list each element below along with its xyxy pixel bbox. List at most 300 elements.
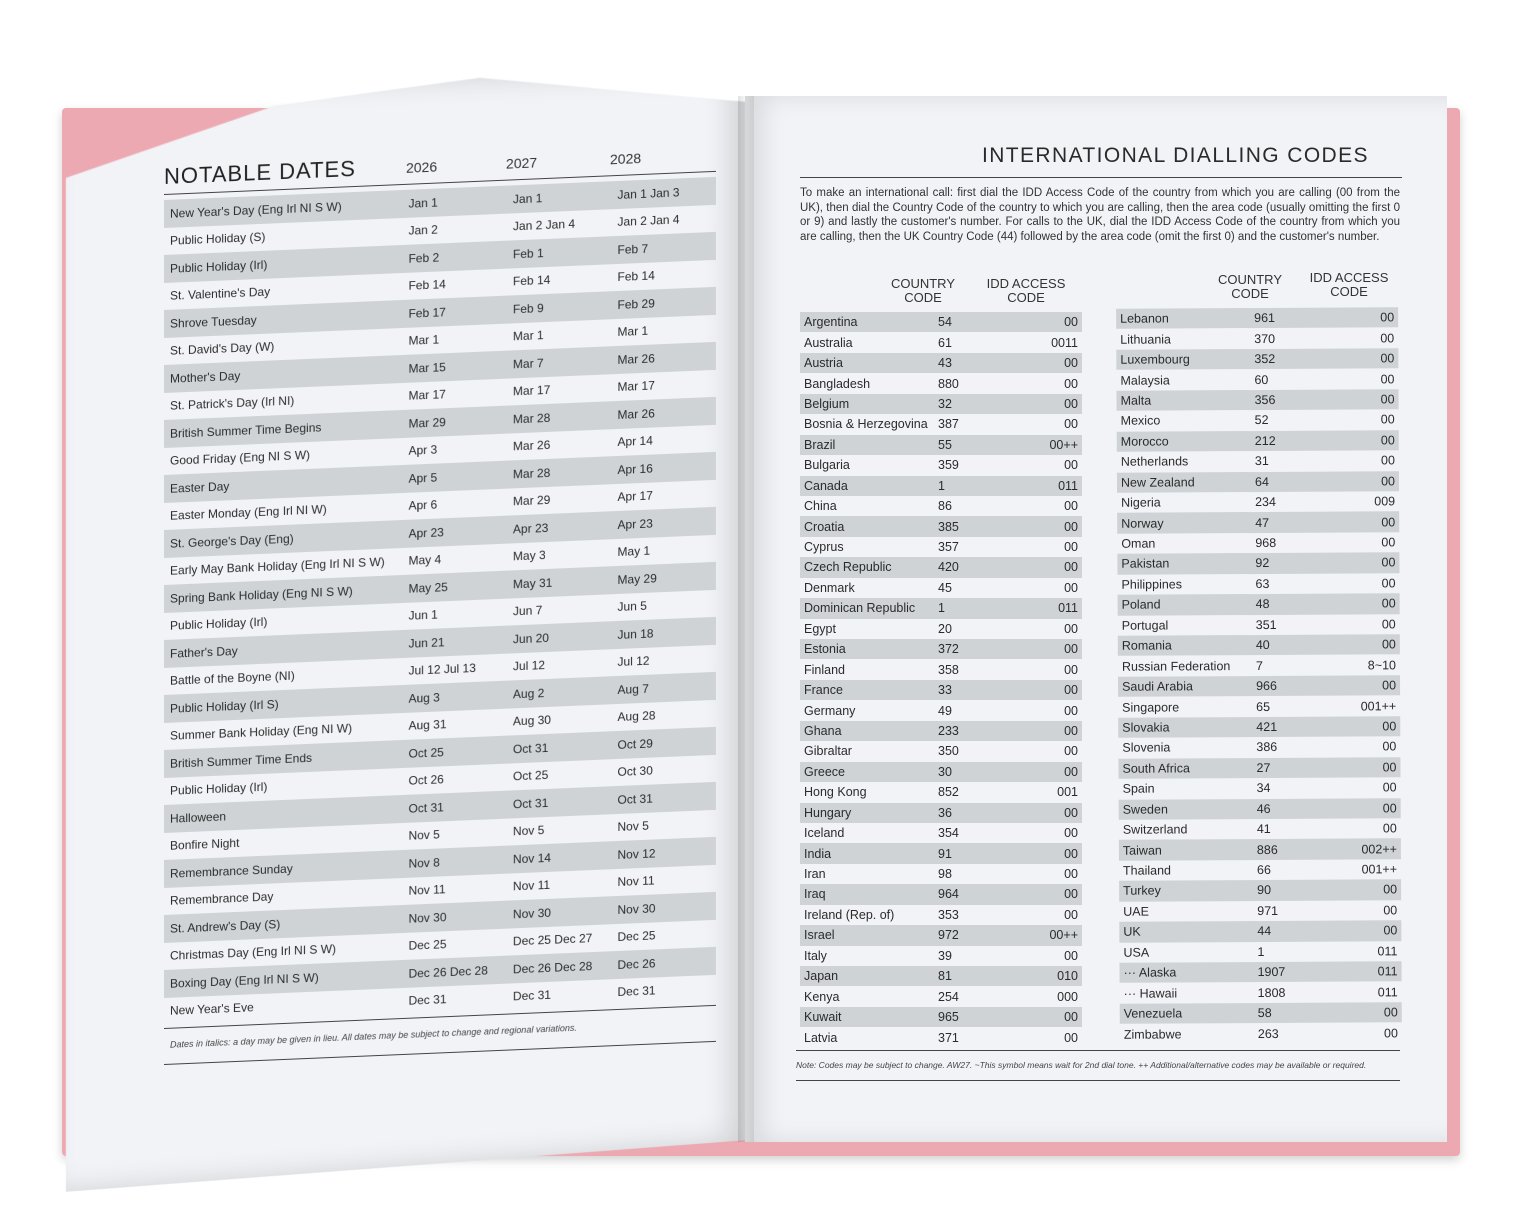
date-2027: Mar 17 bbox=[512, 383, 551, 399]
country-code: 965 bbox=[938, 1010, 959, 1025]
event-name: Remembrance Sunday bbox=[170, 861, 293, 881]
country-code: 1907 bbox=[1257, 965, 1286, 980]
country-code: 233 bbox=[938, 723, 959, 738]
date-2028: May 1 bbox=[617, 543, 651, 560]
event-name: British Summer Time Ends bbox=[170, 750, 313, 771]
dialling-code-row bbox=[1119, 777, 1401, 799]
country-name: Nigeria bbox=[1121, 495, 1161, 510]
dialling-footnote: Note: Codes may be subject to change. AW27. ~This symbol means wait for 2nd dial tone. ++ Additional/alternative codes may be available or required. bbox=[796, 1060, 1367, 1070]
date-2027: Nov 5 bbox=[512, 823, 545, 839]
dialling-code-row bbox=[1118, 716, 1400, 738]
country-name: New Zealand bbox=[1120, 475, 1195, 490]
dialling-code-row bbox=[1117, 471, 1399, 493]
country-name: Italy bbox=[804, 948, 827, 963]
country-name: ··· Hawaii bbox=[1123, 986, 1178, 1001]
date-2027: Jan 1 bbox=[512, 190, 543, 207]
dialling-code-row bbox=[800, 312, 1082, 332]
country-name: Malaysia bbox=[1120, 372, 1170, 388]
date-2028: Feb 29 bbox=[617, 296, 655, 312]
footnote-rule bbox=[796, 1080, 1400, 1081]
country-name: South Africa bbox=[1122, 761, 1190, 776]
date-2027: Mar 26 bbox=[512, 438, 551, 454]
idd-access-code: 00 bbox=[1064, 499, 1078, 514]
country-name: Luxembourg bbox=[1120, 352, 1190, 367]
date-2026: Nov 5 bbox=[408, 827, 440, 844]
dialling-code-row bbox=[800, 762, 1082, 782]
dialling-code-row bbox=[1117, 491, 1399, 513]
date-2026: Apr 3 bbox=[408, 442, 438, 459]
idd-access-code: 00 bbox=[1380, 392, 1395, 407]
dialling-code-row bbox=[1120, 961, 1402, 983]
date-2028: Feb 7 bbox=[617, 241, 649, 257]
country-code: 386 bbox=[1256, 740, 1278, 755]
dialling-code-row bbox=[800, 905, 1082, 925]
idd-access-code: 00 bbox=[1064, 642, 1078, 657]
event-name: Bonfire Night bbox=[170, 836, 240, 853]
country-name: Kuwait bbox=[804, 1010, 842, 1025]
idd-access-code: 00 bbox=[1064, 805, 1078, 820]
date-2026: Nov 8 bbox=[408, 855, 440, 871]
idd-access-code: 011 bbox=[1377, 984, 1398, 1000]
country-code: 32 bbox=[938, 396, 952, 411]
event-name: Public Holiday (Irl) bbox=[170, 614, 268, 633]
idd-access-code: 00 bbox=[1380, 330, 1395, 346]
idd-access-code: 00 bbox=[1383, 1025, 1398, 1040]
country-code: 263 bbox=[1257, 1026, 1279, 1041]
footer-rule bbox=[796, 1050, 1400, 1051]
country-code: 1 bbox=[938, 478, 945, 493]
event-name: New Year's Day (Eng Irl NI S W) bbox=[170, 199, 342, 221]
date-2028: Jul 12 bbox=[617, 653, 650, 670]
country-code: 44 bbox=[1257, 924, 1272, 939]
idd-access-code: 00 bbox=[1064, 519, 1078, 534]
idd-access-code: 00 bbox=[1064, 540, 1078, 555]
country-name: Dominican Republic bbox=[804, 601, 916, 616]
country-code: 61 bbox=[938, 335, 952, 350]
date-2026: Feb 2 bbox=[408, 250, 440, 266]
idd-access-code: 00 bbox=[1064, 723, 1078, 738]
date-2028: Mar 26 bbox=[617, 406, 655, 422]
country-name: Bulgaria bbox=[804, 458, 850, 473]
country-name: Bosnia & Herzegovina bbox=[804, 417, 928, 432]
idd-access-code: 000 bbox=[1057, 989, 1078, 1004]
country-code: 966 bbox=[1256, 679, 1277, 694]
idd-access-code: 00 bbox=[1380, 412, 1395, 427]
idd-access-code: 00 bbox=[1064, 396, 1078, 411]
date-2026: Aug 3 bbox=[408, 690, 440, 706]
country-code: 60 bbox=[1254, 372, 1269, 387]
dialling-code-row bbox=[1119, 920, 1401, 942]
idd-access-code: 00 bbox=[1381, 576, 1396, 591]
country-name: Venezuela bbox=[1123, 1006, 1183, 1021]
date-2026: Apr 23 bbox=[408, 525, 444, 541]
country-code: 55 bbox=[938, 437, 952, 452]
dialling-code-row bbox=[1118, 696, 1400, 718]
dialling-code-row bbox=[800, 659, 1082, 679]
idd-access-code: 011 bbox=[1377, 964, 1398, 979]
country-code: 353 bbox=[938, 907, 959, 922]
idd-access-code: 00++ bbox=[1049, 437, 1078, 452]
dialling-code-row bbox=[800, 721, 1082, 741]
date-2028: Apr 16 bbox=[617, 461, 653, 477]
idd-access-code: 00 bbox=[1064, 458, 1078, 473]
dialling-code-row bbox=[800, 476, 1082, 496]
date-2028: Dec 25 bbox=[617, 928, 656, 945]
dialling-code-row bbox=[1119, 880, 1401, 902]
country-code: 387 bbox=[938, 417, 959, 432]
country-name: Slovakia bbox=[1122, 720, 1170, 735]
country-code: 48 bbox=[1255, 597, 1270, 612]
date-2026: May 25 bbox=[408, 579, 448, 596]
country-code: 91 bbox=[938, 846, 952, 861]
dialling-code-row bbox=[800, 578, 1082, 598]
date-2026: Mar 1 bbox=[408, 332, 440, 349]
idd-access-code: 0011 bbox=[1051, 335, 1078, 350]
date-2028: Dec 31 bbox=[617, 983, 656, 1000]
country-code: 33 bbox=[938, 683, 952, 698]
country-name: Iceland bbox=[804, 826, 845, 841]
country-code: 41 bbox=[1256, 822, 1271, 837]
event-name: St. Valentine's Day bbox=[170, 284, 271, 303]
dialling-code-row bbox=[1117, 409, 1399, 431]
event-name: Halloween bbox=[170, 809, 227, 826]
dialling-code-row bbox=[800, 639, 1082, 659]
dialling-code-row bbox=[800, 843, 1082, 863]
country-code: 254 bbox=[938, 989, 959, 1004]
country-name: Latvia bbox=[804, 1030, 838, 1045]
date-2028: Feb 14 bbox=[617, 268, 655, 285]
dialling-code-row bbox=[800, 455, 1082, 475]
country-code: 47 bbox=[1255, 515, 1270, 530]
country-name: Argentina bbox=[804, 315, 858, 330]
country-name: UAE bbox=[1123, 904, 1149, 919]
year-2026-header: 2026 bbox=[406, 158, 438, 176]
country-name: Switzerland bbox=[1122, 822, 1188, 837]
country-code: 212 bbox=[1254, 433, 1276, 448]
country-name: Poland bbox=[1121, 597, 1161, 613]
event-name: Boxing Day (Eng Irl NI S W) bbox=[170, 970, 319, 991]
idd-access-code: 00 bbox=[1064, 580, 1078, 595]
idd-access-code: 00++ bbox=[1049, 928, 1078, 943]
country-name: Belgium bbox=[804, 396, 850, 411]
event-name: Father's Day bbox=[170, 643, 238, 661]
country-name: Gibraltar bbox=[804, 744, 852, 759]
date-2028: Apr 23 bbox=[617, 516, 653, 532]
dialling-code-row bbox=[800, 353, 1082, 373]
date-2027: Dec 25 Dec 27 bbox=[512, 931, 593, 949]
date-2027: Mar 29 bbox=[512, 493, 551, 509]
dialling-code-row bbox=[800, 435, 1082, 455]
idd-access-code: 00 bbox=[1382, 821, 1397, 836]
date-2027: Aug 2 bbox=[512, 685, 545, 702]
country-code: 34 bbox=[1256, 781, 1271, 796]
idd-access-code: 00 bbox=[1383, 923, 1398, 938]
dialling-code-row bbox=[1118, 757, 1400, 779]
date-2026: Feb 14 bbox=[408, 277, 446, 294]
country-name: Israel bbox=[804, 928, 835, 943]
idd-access-code: 011 bbox=[1377, 944, 1398, 959]
country-code: 64 bbox=[1254, 474, 1269, 489]
dialling-code-row bbox=[1119, 859, 1401, 881]
idd-access-code: 00 bbox=[1064, 867, 1078, 882]
country-code: 1 bbox=[938, 601, 945, 616]
dialling-code-row bbox=[800, 986, 1082, 1006]
country-code: 961 bbox=[1254, 311, 1276, 326]
country-code: 1 bbox=[1257, 944, 1265, 959]
country-name: Croatia bbox=[804, 519, 845, 534]
event-name: Spring Bank Holiday (Eng NI S W) bbox=[170, 583, 353, 606]
country-name: Bangladesh bbox=[804, 376, 871, 391]
country-code: 357 bbox=[938, 540, 959, 555]
dialling-code-row bbox=[1117, 512, 1399, 534]
notable-dates-title: NOTABLE DATES bbox=[164, 155, 356, 189]
idd-access-code: 00 bbox=[1064, 846, 1078, 861]
date-2028: Mar 1 bbox=[617, 323, 649, 340]
country-name: Philippines bbox=[1121, 577, 1183, 592]
dialling-code-row bbox=[800, 884, 1082, 904]
idd-access-code: 00 bbox=[1381, 555, 1396, 570]
country-code: 964 bbox=[938, 887, 959, 902]
date-2026: Nov 30 bbox=[408, 909, 447, 926]
country-code: 39 bbox=[938, 948, 952, 963]
dialling-code-row bbox=[1120, 1002, 1402, 1024]
idd-access-code: 00 bbox=[1064, 907, 1078, 922]
country-name: Egypt bbox=[804, 621, 836, 636]
country-code: 1808 bbox=[1257, 985, 1286, 1000]
country-name: Ghana bbox=[804, 723, 842, 738]
dialling-codes-column-2 bbox=[1116, 307, 1402, 1044]
book-spine bbox=[738, 96, 754, 1142]
dialling-code-row bbox=[1118, 655, 1400, 677]
date-2028: Oct 29 bbox=[617, 736, 653, 752]
country-name: Lebanon bbox=[1120, 311, 1169, 326]
date-2027: Nov 30 bbox=[512, 905, 552, 922]
event-name: St. George's Day (Eng) bbox=[170, 531, 294, 551]
country-code: 372 bbox=[938, 642, 959, 657]
country-name: Romania bbox=[1121, 638, 1172, 653]
event-name: Public Holiday (Irl) bbox=[170, 257, 268, 276]
country-name: Singapore bbox=[1122, 699, 1180, 715]
date-2026: May 4 bbox=[408, 552, 442, 569]
idd-access-code: 00 bbox=[1064, 744, 1078, 759]
country-code: 385 bbox=[938, 519, 959, 534]
country-name: Hungary bbox=[804, 805, 852, 820]
date-2027: Mar 28 bbox=[512, 465, 551, 482]
country-code: 81 bbox=[938, 969, 952, 984]
country-code-header-1: COUNTRY CODE bbox=[890, 276, 956, 305]
title-rule bbox=[800, 177, 1402, 178]
country-name: Iraq bbox=[804, 887, 826, 902]
dialling-code-row bbox=[800, 680, 1082, 700]
dialling-code-row bbox=[1116, 369, 1398, 391]
country-name: Taiwan bbox=[1122, 843, 1162, 858]
country-name: Denmark bbox=[804, 580, 855, 595]
date-2028: Jun 18 bbox=[617, 626, 654, 642]
date-2028: Nov 30 bbox=[617, 901, 656, 917]
idd-access-code: 00 bbox=[1380, 351, 1395, 366]
date-2028: Dec 26 bbox=[617, 956, 656, 972]
dialling-code-row bbox=[1120, 1023, 1402, 1045]
country-code: 66 bbox=[1256, 862, 1271, 878]
country-name: Germany bbox=[804, 703, 856, 718]
date-2027: May 31 bbox=[512, 575, 553, 592]
country-name: UK bbox=[1123, 924, 1141, 940]
date-2026: Jun 21 bbox=[408, 634, 445, 651]
event-name: Remembrance Day bbox=[170, 889, 274, 908]
dialling-code-row bbox=[1119, 839, 1401, 861]
idd-access-code: 011 bbox=[1058, 478, 1078, 493]
country-name: USA bbox=[1123, 945, 1150, 960]
date-2027: Jan 2 Jan 4 bbox=[512, 217, 576, 234]
country-code: 54 bbox=[938, 315, 952, 330]
country-code: 886 bbox=[1256, 842, 1278, 857]
dialling-code-row bbox=[1116, 348, 1398, 370]
idd-access-code: 00 bbox=[1380, 371, 1395, 386]
country-code: 421 bbox=[1256, 719, 1278, 734]
country-code: 43 bbox=[938, 356, 952, 371]
date-2028: Jan 2 Jan 4 bbox=[617, 212, 680, 230]
event-name: St. Andrew's Day (S) bbox=[170, 916, 281, 936]
idd-access-code: 00 bbox=[1380, 310, 1395, 325]
country-name: Cyprus bbox=[804, 540, 844, 555]
idd-access-code: 00 bbox=[1381, 474, 1396, 489]
dialling-code-row bbox=[800, 557, 1082, 577]
dialling-code-row bbox=[1117, 532, 1399, 554]
country-code: 46 bbox=[1256, 801, 1271, 816]
country-code: 351 bbox=[1255, 617, 1277, 632]
notable-dates-table bbox=[164, 177, 716, 1025]
country-code: 92 bbox=[1255, 556, 1270, 571]
idd-access-code: 00 bbox=[1382, 719, 1397, 734]
country-name: Estonia bbox=[804, 642, 846, 657]
country-name: Sweden bbox=[1122, 802, 1168, 817]
dialling-code-row bbox=[1118, 675, 1400, 697]
country-name: Iran bbox=[804, 867, 826, 882]
country-name: Australia bbox=[804, 335, 853, 350]
dialling-codes-column-1 bbox=[800, 312, 1082, 1048]
country-code: 356 bbox=[1254, 392, 1276, 407]
date-2027: Oct 25 bbox=[512, 768, 549, 784]
dialling-code-row bbox=[1118, 736, 1400, 758]
date-2026: Jun 1 bbox=[408, 607, 438, 624]
idd-access-code: 002++ bbox=[1361, 841, 1397, 857]
event-name: Public Holiday (Irl S) bbox=[170, 696, 279, 716]
idd-access-code: 00 bbox=[1381, 514, 1396, 529]
country-code: 352 bbox=[1254, 352, 1276, 367]
dialling-code-row bbox=[1120, 982, 1402, 1004]
date-2028: Nov 11 bbox=[617, 873, 655, 890]
year-2028-header: 2028 bbox=[610, 150, 642, 168]
date-2027: Mar 28 bbox=[512, 410, 551, 427]
dialling-code-row bbox=[1118, 634, 1400, 656]
date-2026: Aug 31 bbox=[408, 717, 447, 734]
country-name: Kenya bbox=[804, 989, 840, 1004]
country-name: Saudi Arabia bbox=[1122, 679, 1193, 694]
country-code-header-2: COUNTRY CODE bbox=[1217, 272, 1283, 301]
dialling-code-row bbox=[800, 864, 1082, 884]
country-code: 354 bbox=[938, 826, 959, 841]
dialling-code-row bbox=[1117, 553, 1399, 575]
country-code: 58 bbox=[1257, 1006, 1272, 1021]
country-name: Brazil bbox=[804, 437, 836, 452]
date-2028: Mar 26 bbox=[617, 351, 655, 367]
country-name: Finland bbox=[804, 662, 845, 677]
date-2026: Oct 31 bbox=[408, 800, 444, 816]
dialling-code-row bbox=[800, 619, 1082, 639]
dialling-code-row bbox=[800, 1007, 1082, 1027]
dialling-code-row bbox=[800, 803, 1082, 823]
dialling-code-row bbox=[1119, 818, 1401, 840]
idd-access-code: 00 bbox=[1381, 596, 1396, 611]
date-2027: Mar 7 bbox=[512, 355, 544, 372]
dialling-code-row bbox=[1118, 593, 1400, 615]
date-2027: Dec 31 bbox=[512, 988, 552, 1004]
idd-access-code: 00 bbox=[1380, 453, 1395, 468]
dialling-code-row bbox=[1116, 328, 1398, 350]
date-2028: Nov 12 bbox=[617, 846, 656, 862]
dialling-code-row bbox=[800, 516, 1082, 536]
idd-access-code: 00 bbox=[1383, 882, 1398, 897]
date-2026: Apr 6 bbox=[408, 497, 438, 514]
country-name: Austria bbox=[804, 356, 843, 371]
dialling-code-row bbox=[800, 598, 1082, 618]
country-name: Thailand bbox=[1122, 863, 1172, 878]
event-name: Easter Day bbox=[170, 479, 230, 496]
idd-access-code: 00 bbox=[1064, 948, 1078, 963]
date-2026: Dec 26 Dec 28 bbox=[408, 963, 488, 981]
idd-access-code: 00 bbox=[1064, 417, 1078, 432]
idd-access-code: 00 bbox=[1382, 800, 1397, 816]
idd-access-code: 00 bbox=[1383, 903, 1398, 918]
country-name: France bbox=[804, 683, 843, 698]
idd-access-code: 00 bbox=[1381, 535, 1396, 550]
country-code: 45 bbox=[938, 580, 952, 595]
country-code: 7 bbox=[1255, 658, 1263, 673]
country-name: Portugal bbox=[1121, 618, 1169, 633]
event-name: Early May Bank Holiday (Eng Irl NI S W) bbox=[170, 554, 385, 578]
date-2026: Oct 25 bbox=[408, 745, 444, 761]
idd-access-code: 001++ bbox=[1360, 698, 1397, 713]
country-code: 65 bbox=[1256, 699, 1271, 714]
dialling-code-row bbox=[800, 946, 1082, 966]
idd-access-code: 00 bbox=[1064, 560, 1078, 575]
idd-access-code: 00 bbox=[1064, 356, 1078, 371]
idd-access-code: 001++ bbox=[1361, 862, 1398, 877]
idd-access-code: 00 bbox=[1064, 887, 1078, 902]
country-code: 370 bbox=[1254, 331, 1276, 346]
idd-access-code: 011 bbox=[1058, 601, 1078, 616]
event-name: Summer Bank Holiday (Eng NI W) bbox=[170, 721, 353, 743]
idd-access-code: 00 bbox=[1064, 662, 1078, 677]
dialling-code-row bbox=[1119, 798, 1401, 820]
idd-access-code: 001 bbox=[1057, 785, 1078, 800]
country-code: 30 bbox=[938, 764, 952, 779]
dialling-code-row bbox=[1117, 573, 1399, 595]
date-2027: Oct 31 bbox=[512, 740, 549, 757]
idd-access-code: 00 bbox=[1064, 826, 1078, 841]
idd-access-code: 00 bbox=[1382, 760, 1397, 775]
country-code: 420 bbox=[938, 560, 959, 575]
dialling-code-row bbox=[800, 537, 1082, 557]
idd-access-code: 00 bbox=[1064, 703, 1078, 718]
date-2027: Jun 20 bbox=[512, 630, 550, 647]
country-name: Turkey bbox=[1123, 883, 1161, 899]
idd-access-code: 00 bbox=[1064, 1010, 1078, 1025]
country-code: 63 bbox=[1255, 576, 1270, 591]
date-2026: Oct 26 bbox=[408, 772, 444, 789]
idd-access-code: 00 bbox=[1064, 683, 1078, 698]
date-2027: Mar 1 bbox=[512, 328, 544, 344]
